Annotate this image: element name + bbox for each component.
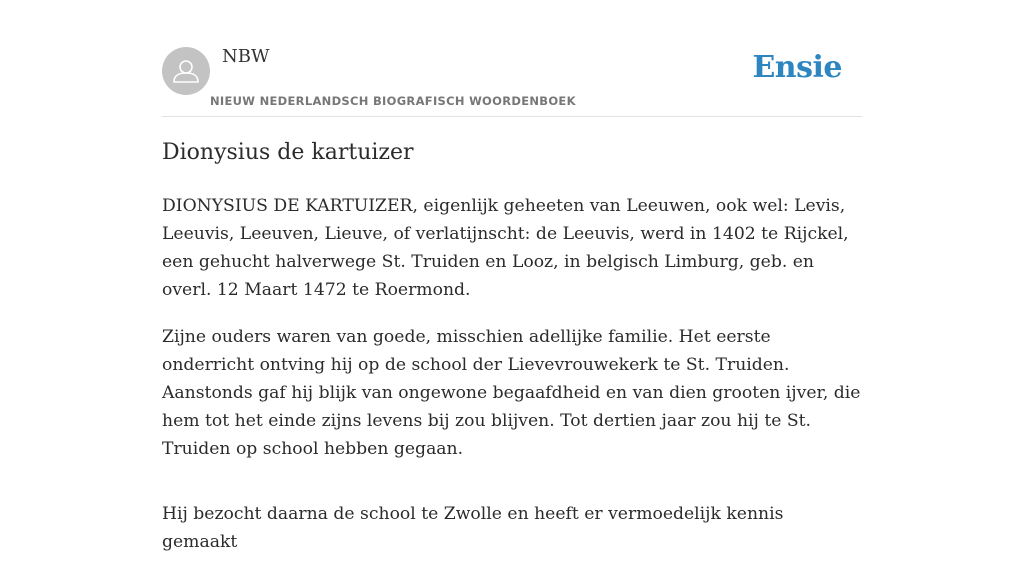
article-body (162, 192, 862, 575)
article-title: Dionysius de kartuizer (162, 140, 414, 165)
source-subtitle: NIEUW NEDERLANDSCH BIOGRAFISCH WOORDENBOEK (210, 94, 576, 108)
brand-logo[interactable]: Ensie (752, 50, 842, 85)
article-paragraph: Zijne ouders waren van goede, misschien adellijke familie. Het eerste onderricht ontving hij op de school der Lievevrouwekerk te St. Truiden. Aanstonds gaf hij blijk van ongewone begaafdheid en van dien grooten ijver, die hem tot het einde zijns levens bij zou blijven. Tot dertien jaar zou hij te St. Truiden op school hebben gegaan. (162, 327, 861, 459)
header (162, 0, 862, 117)
article-paragraph: DIONYSIUS DE KARTUIZER, eigenlijk geheeten van Leeuwen, ook wel: Levis, Leeuvis, Leeuven, Lieuve, of verlatijnscht: de Leeuvis, werd in 1402 te Rijckel, een gehucht halverwege St. Truiden en Looz, in belgisch Limburg, geb. en overl. 12 Maart 1472 te Roermond. (162, 196, 849, 300)
source-name[interactable]: NBW (222, 46, 270, 67)
article-paragraph: Hij bezocht daarna de school te Zwolle en heeft er vermoedelijk kennis gemaakt (162, 504, 784, 552)
user-icon (162, 47, 210, 95)
avatar[interactable] (162, 47, 210, 95)
